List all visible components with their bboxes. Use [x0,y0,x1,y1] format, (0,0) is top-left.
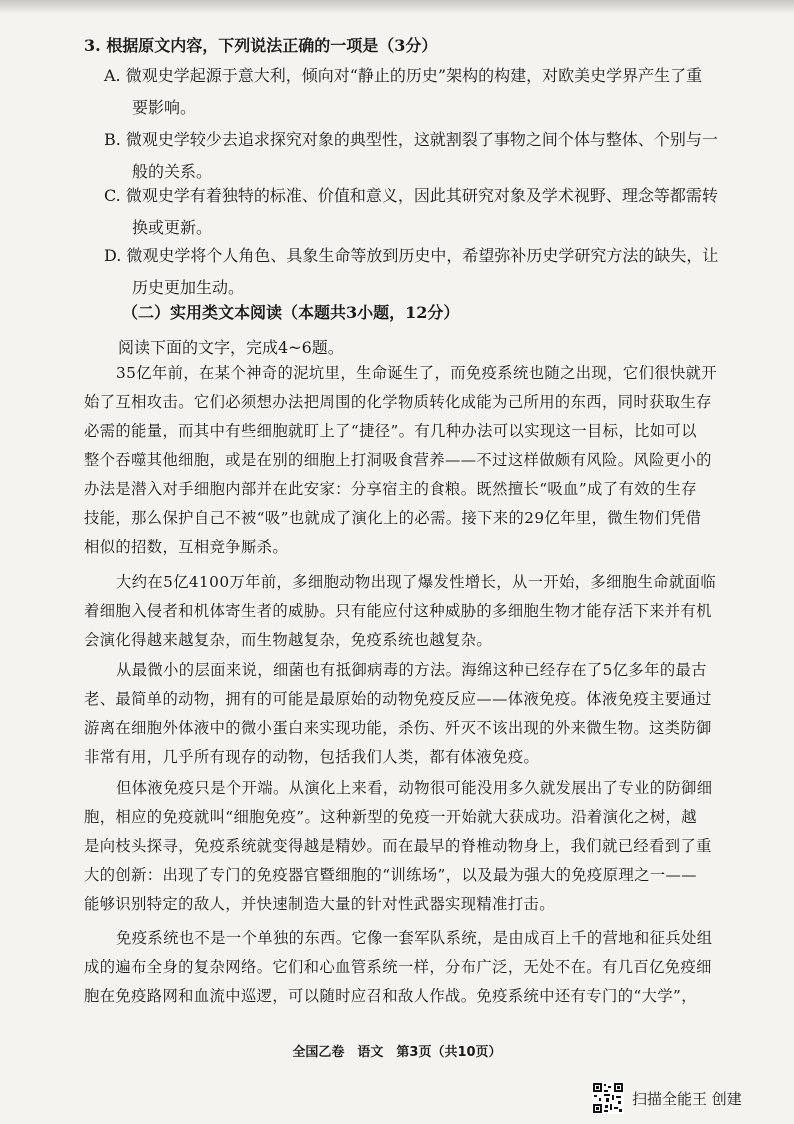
paragraph-4 [84,778,764,914]
option-a [104,66,764,118]
scan-top-edge [0,0,794,14]
paragraph-line: 非常有用，几乎所有现存的动物，包括我们人类，都有体液免疫。 [84,748,540,766]
paragraph-line: 会演化得越来越复杂，而生物越复杂，免疫系统也越复杂。 [84,631,493,649]
paragraph-line: 35亿年前，在某个神奇的泥坑里，生命诞生了，而免疫系统也随之出现，它们很快就开 [116,364,718,382]
paragraph-line: 是向枝头探寻，免疫系统就变得越是精妙。而在最早的脊椎动物身上，我们就已经看到了重 [84,837,712,855]
scanner-watermark [592,1082,772,1114]
paragraph-line: 游离在细胞外体液中的微小蛋白来实现功能，杀伤、歼灭不该出现的外来微生物。这类防御 [84,719,712,737]
option-d [104,246,764,298]
paragraph-line: 能够识别特定的敌人，并快速制造大量的针对性武器实现精准打击。 [84,895,555,913]
paragraph-1 [84,363,764,557]
paragraph-3 [84,660,764,767]
section-instruction: 阅读下面的文字，完成4~6题。 [118,338,344,357]
section-title: （二）实用类文本阅读（本题共3小题，12分） [122,303,460,322]
option-b-line-2: 般的关系。 [132,162,213,181]
paragraph-line: 但体液免疫只是个开端。从演化上来看，动物很可能没用多久就发展出了专业的防御细 [116,779,713,797]
option-a-line-2: 要影响。 [132,98,197,117]
paragraph-line: 大约在5亿4100万年前，多细胞动物出现了爆发性增长，从一开始，多细胞生命就面临 [116,573,717,591]
paragraph-line: 必需的能量，而其中有些细胞就盯上了“捷径”。有几种办法可以实现这一目标，比如可以 [84,422,697,440]
option-b [104,130,764,182]
paragraph-2 [84,572,764,650]
paragraph-line: 胞，相应的免疫就叫“细胞免疫”。这种新型的免疫一开始就大获成功。沿着演化之树，越 [84,808,697,826]
paragraph-line: 大的创新：出现了专门的免疫器官暨细胞的“训练场”，以及最为强大的免疫原理之一—— [84,866,697,884]
paragraph-5 [84,928,764,1006]
paragraph-line: 成的遍布全身的复杂网络。它们和心血管系统一样，分布广泛，无处不在。有几百亿免疫细 [84,958,712,976]
paragraph-line: 相似的招数，互相竞争厮杀。 [84,538,289,556]
paragraph-line: 整个吞噬其他细胞，或是在别的细胞上打洞吸食营养——不过这样做颇有风险。风险更小的 [84,451,712,469]
option-d-line-2: 历史更加生动。 [132,278,245,297]
paragraph-line: 免疫系统也不是一个单独的东西。它像一套军队系统，是由成百上千的营地和征兵处组 [116,929,713,947]
question-3-stem: 3. 根据原文内容，下列说法正确的一项是（3分） [84,36,438,55]
paragraph-line: 办法是潜入对手细胞内部并在此安家：分享宿主的食粮。既然擅长“吸血”成了有效的生存 [84,480,697,498]
page-footer: 全国乙卷 语文 第3页（共10页） [292,1045,502,1060]
scanner-label: 扫描全能王 创建 [632,1090,742,1108]
option-c-line-2: 换或更新。 [132,218,213,237]
option-a-line-1: A. 微观史学起源于意大利，倾向对“静止的历史”架构的构建，对欧美史学界产生了重 [104,66,703,85]
paragraph-line: 着细胞入侵者和机体寄生者的威胁。只有能应付这种威胁的多细胞生物才能存活下来并有机 [84,602,712,620]
qr-code-icon [592,1082,624,1114]
paragraph-line: 胞在免疫路网和血流中巡逻，可以随时应召和敌人作战。免疫系统中还有专门的“大学”， [84,987,697,1005]
paragraph-line: 老、最简单的动物，拥有的可能是最原始的动物免疫反应——体液免疫。体液免疫主要通过 [84,690,712,708]
option-c-line-1: C. 微观史学有着独特的标准、价值和意义，因此其研究对象及学术视野、理念等都需转 [104,186,718,205]
option-b-line-1: B. 微观史学较少去追求探究对象的典型性，这就割裂了事物之间个体与整体、个别与一 [104,130,718,149]
option-c [104,186,764,238]
paragraph-line: 始了互相攻击。它们必须想办法把周围的化学物质转化成能为己所用的东西，同时获取生存 [84,393,712,411]
paragraph-line: 从最微小的层面来说，细菌也有抵御病毒的方法。海绵这种已经存在了5亿多年的最古 [116,661,707,679]
paragraph-line: 技能，那么保护自己不被“吸”也就成了演化上的必需。接下来的29亿年里，微生物们凭借 [84,509,702,527]
option-d-line-1: D. 微观史学将个人角色、具象生命等放到历史中，希望弥补历史学研究方法的缺失，让 [104,246,719,265]
